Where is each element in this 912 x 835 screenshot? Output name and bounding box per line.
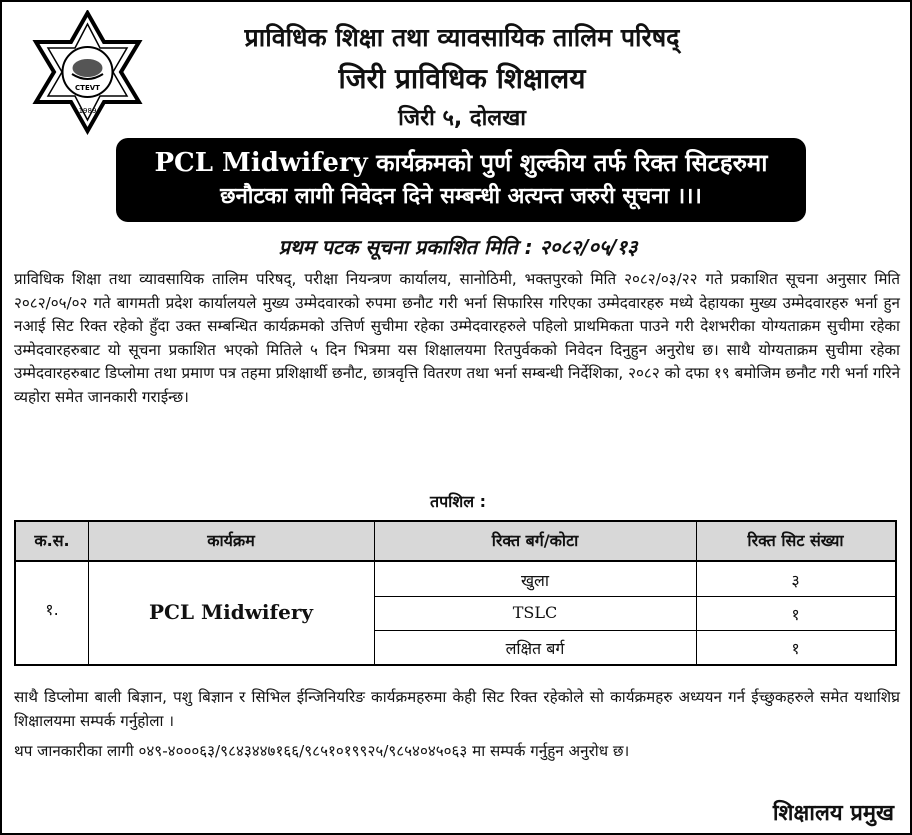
row-seats-2: १: [791, 605, 800, 624]
publication-date: प्रथम पटक सूचना प्रकाशित मिति : २०८२/०५/१३: [278, 235, 638, 259]
row-serial: १.: [45, 600, 59, 619]
header-category: रिक्त बर्ग/कोटा: [491, 531, 579, 550]
details-heading: तपशिल :: [429, 492, 487, 511]
banner-line2: छनौटका लागी निवेदन दिने सम्बन्धी अत्यन्त जरुरी सूचना ।।।: [220, 184, 702, 209]
vacancy-table: [14, 520, 897, 666]
notice-banner: [116, 138, 806, 222]
logo-text: CTEVT: [75, 84, 100, 92]
row-category-3: लक्षित बर्ग: [505, 639, 565, 658]
banner-line1: कार्यक्रमको पुर्ण शुल्कीय तर्फ रिक्त सिटहरुमा: [376, 149, 768, 177]
row-category-1: खुला: [520, 571, 550, 590]
school-name: जिरी प्राविधिक शिक्षालय: [338, 62, 586, 95]
paragraph-contact: थप जानकारीका लागी ०४९-४०००६३/९८४३४४७१६६/९८५१०१९९२५/९८५४०४५०६३ मा सम्पर्क गर्नुहुन अनुरोध छ।: [14, 742, 630, 760]
school-address: जिरी ५, दोलखा: [398, 106, 526, 131]
row-seats-1: ३: [791, 571, 800, 590]
header-seats: रिक्त सिट संख्या: [747, 531, 844, 550]
header-serial: क.स.: [34, 531, 70, 550]
row-program: PCL Midwifery: [148, 600, 313, 624]
table-header: [16, 522, 895, 562]
row-category-2: TSLC: [512, 603, 558, 622]
row-seats-3: १: [791, 639, 800, 658]
council-name: प्राविधिक शिक्षा तथा व्यावसायिक तालिम परिषद्: [244, 23, 680, 52]
paragraph-main: प्राविधिक शिक्षा तथा व्यावसायिक तालिम परिषद्, परीक्षा नियन्त्रण कार्यालय, सानोठिमी, भक्तपुरको मिति २०८२/०३/२२ गते प्रकाशित सूचना अनुसार मिति २०८२/०५/०२ गते बागमती प्रदेश कार्यालयले मुख्य उम्मेदवारको रुपमा छनौट गरी भर्ना सिफारिस गरिएका उम्मेदवारहरु मध्ये देहायका मुख्य उम्मेदवारहरु भर्ना हुन नआई सिट रिक्त रहेको हुँदा उक्त सम्बन्धित कार्यक्रमको उत्तिर्ण सुचीमा रहेका उम्मेदवारहरुले पहिलो प्राथमिकता पाउने गरी देशभरीका योग्यताक्रम सुचीमा रहेका उम्मेदवारहरुबाट यो सूचना प्रकाशित भएको मितिले ५ दिन भित्रमा यस शिक्षालयमा रितपुर्वकको निवेदन दिनुहुन अनुरोध छ। साथै योग्यताक्रम सुचीमा रहेका उम्मेदवारहरुबाट डिप्लोमा तथा प्रमाण पत्र तहमा प्रशिक्षार्थी छनौट, छात्रवृत्ति वितरण तथा भर्ना सम्बन्धी निर्देशिका, २०८२ को दफा १९ बमोजिम छनौट गरी भर्ना गरिने व्यहोरा समेत जानकारी गराईन्छ।: [14, 270, 900, 406]
header-program: कार्यक्रम: [207, 531, 255, 550]
banner-program: PCL Midwifery: [154, 148, 368, 178]
logo-year: 1989: [78, 107, 97, 115]
signature-title: शिक्षालय प्रमुख: [772, 801, 894, 826]
ctevt-logo: [20, 10, 155, 135]
paragraph-other-programs: साथै डिप्लोमा बाली बिज्ञान, पशु बिज्ञान र सिभिल ईन्जिनियरिङ कार्यक्रमहरुमा केही सिट रिक्त रहेकोले सो कार्यक्रमहरु अध्ययन गर्न ईच्छुकहरुले समेत यथाशिघ्र शिक्षालयमा सम्पर्क गर्नुहोला ।: [14, 688, 900, 730]
